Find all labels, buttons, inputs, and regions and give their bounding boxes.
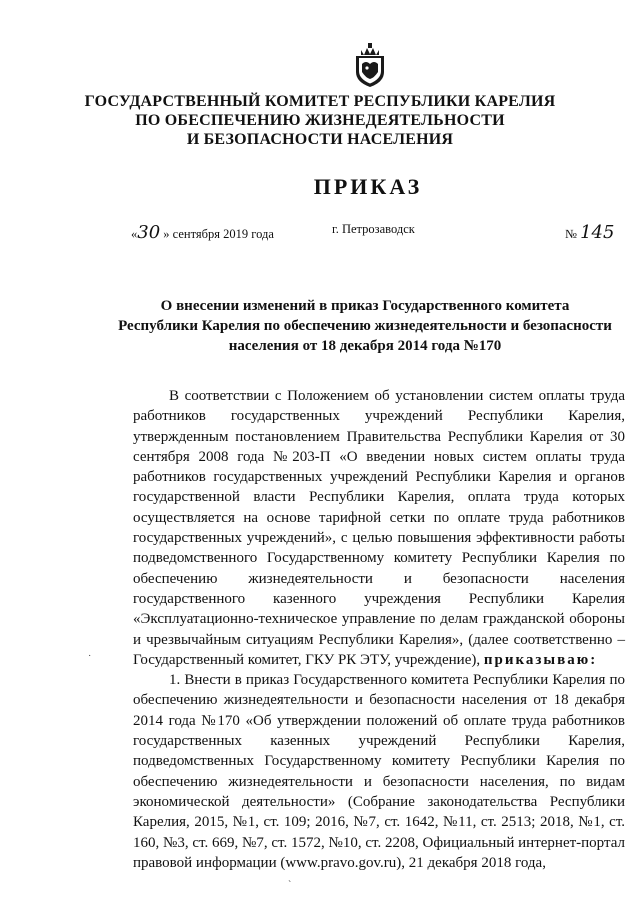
- org-line-1: ГОСУДАРСТВЕННЫЙ КОМИТЕТ РЕСПУБЛИКИ КАРЕЛИЯ: [84, 93, 556, 110]
- document-body: [133, 386, 625, 873]
- org-line-2: ПО ОБЕСПЕЧЕНИЮ ЖИЗНЕДЕЯТЕЛЬНОСТИ: [135, 112, 505, 129]
- number-handwritten: 145: [580, 222, 615, 243]
- paragraph-preamble: [133, 386, 625, 670]
- date-day-handwritten: 30: [137, 222, 161, 243]
- document-number: [565, 222, 614, 243]
- document-type-title: ПРИКАЗ: [313, 174, 423, 199]
- scan-mark: `: [288, 880, 292, 891]
- scan-mark: ˙: [88, 654, 92, 665]
- date-rest: » сентября 2019 года: [160, 227, 274, 241]
- org-line-3: И БЕЗОПАСНОСТИ НАСЕЛЕНИЯ: [186, 131, 454, 148]
- date-open-quote: «: [131, 227, 138, 241]
- document-date: [131, 222, 274, 243]
- document-subject: [100, 296, 630, 356]
- paragraph-item-1: 1. Внести в приказ Государственного комитета Республики Карелия по обеспечению жизнедеятельности и безопасности населения от 18 декабря 2014 года №170 «Об утверждении положений об оплате труда работников государственных казенных учреждений Республики Карелия, подведомственных Государственному комитету Республики Карелия по обеспечению жизнедеятельности и безопасности населения, по видам экономической деятельности» (Собрание законодательства Республики Карелия, 2015, №1, ст. 109; 2016, №7, ст. 1642, №11, ст. 2513; 2018, №1, ст. 160, №3, ст. 669, №7, ст. 1572, №10, ст. 2208, Официальный интернет-портал правовой информации (www.pravo.gov.ru), 21 декабря 2018 года,: [133, 672, 625, 871]
- coat-of-arms-icon: [352, 42, 388, 88]
- subject-line-1: О внесении изменений в приказ Государственного комитета: [160, 298, 570, 314]
- order-word: приказываю:: [483, 651, 598, 668]
- subject-line-3: населения от 18 декабря 2014 года №170: [228, 338, 502, 354]
- organization-name: [0, 92, 640, 149]
- document-city: г. Петрозаводск: [332, 222, 415, 236]
- subject-line-2: Республики Карелия по обеспечению жизнедеятельности и безопасности: [118, 318, 612, 334]
- preamble-text: В соответствии с Положением об установлении систем оплаты труда работников государственных учреждений Республики Карелия, утвержденным постановлением Правительства Республики Карелия от 30 сентября 2008 года №203-П «О введении новых систем оплаты труда работников государственных учреждений Республики Карелия и органов государственной власти Республики Карелия, оплата труда которых осуществляется на основе тарифной сетки по оплате труда работников государственных учреждений», с целью повышения эффективности работы подведомственного Государственному комитету Республики Карелия по обеспечению жизнедеятельности и безопасности населения государственного казенного учреждения Республики Карелия «Эксплуатационно-техническое управление по делам гражданской обороны и чрезвычайным ситуациям Республики Карелия», (далее соответственно – Государственный комитет, ГКУ РК ЭТУ, учреждение),: [133, 388, 625, 668]
- number-prefix: №: [565, 227, 581, 241]
